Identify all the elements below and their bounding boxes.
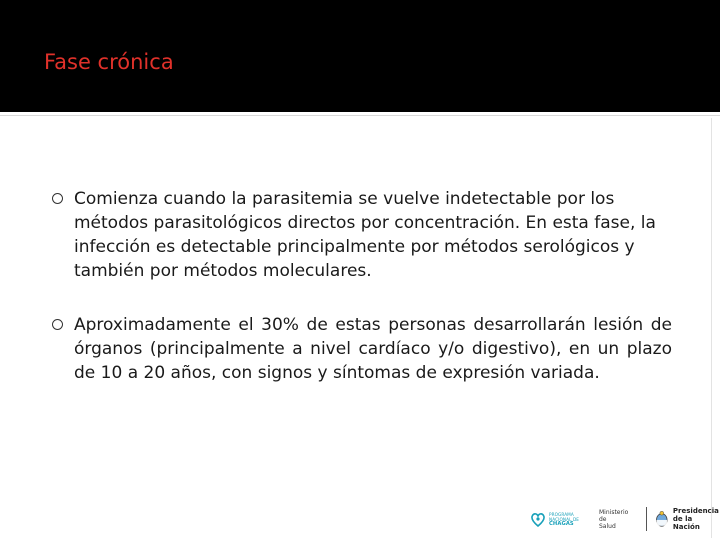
ministry-line2: Salud bbox=[599, 522, 616, 530]
bullet-item bbox=[50, 187, 672, 283]
presidency-line2: de la Nación bbox=[672, 515, 700, 531]
chagas-program-logo bbox=[530, 510, 587, 528]
ministry-logo bbox=[599, 507, 720, 531]
circle-bullet-icon bbox=[52, 193, 63, 204]
bullet-item bbox=[50, 313, 672, 385]
circle-bullet-icon bbox=[52, 319, 63, 330]
right-frame-line bbox=[711, 118, 720, 538]
chagas-heart-icon bbox=[530, 510, 546, 528]
title-bar bbox=[0, 0, 720, 112]
bullet-list bbox=[50, 187, 672, 415]
chagas-logo-line1: PROGRAMA bbox=[549, 511, 574, 517]
bullet-text: Comienza cuando la parasitemia se vuelve indetectable por los métodos parasitológicos directos por concentración. En esta fase, la infección es detectable principalmente por métodos serológicos y también por métodos moleculares. bbox=[74, 189, 656, 281]
logo-divider bbox=[646, 507, 647, 531]
presidency-line1: Presidencia bbox=[672, 507, 719, 515]
ministry-line1: Ministerio de bbox=[599, 508, 629, 523]
slide-title: Fase crónica bbox=[44, 50, 174, 74]
national-shield-icon bbox=[655, 510, 669, 528]
chagas-logo-line3: CHAGAS bbox=[549, 520, 574, 527]
chagas-logo-line2: NACIONAL DE bbox=[549, 516, 580, 522]
title-divider bbox=[0, 115, 720, 116]
footer-logos bbox=[530, 505, 720, 533]
bullet-text: Aproximadamente el 30% de estas personas desarrollarán lesión de órganos (principalmente a nivel cardíaco y/o digestivo), en un plazo de 10 a 20 años, con signos y síntomas de expresión variada. bbox=[74, 315, 672, 383]
